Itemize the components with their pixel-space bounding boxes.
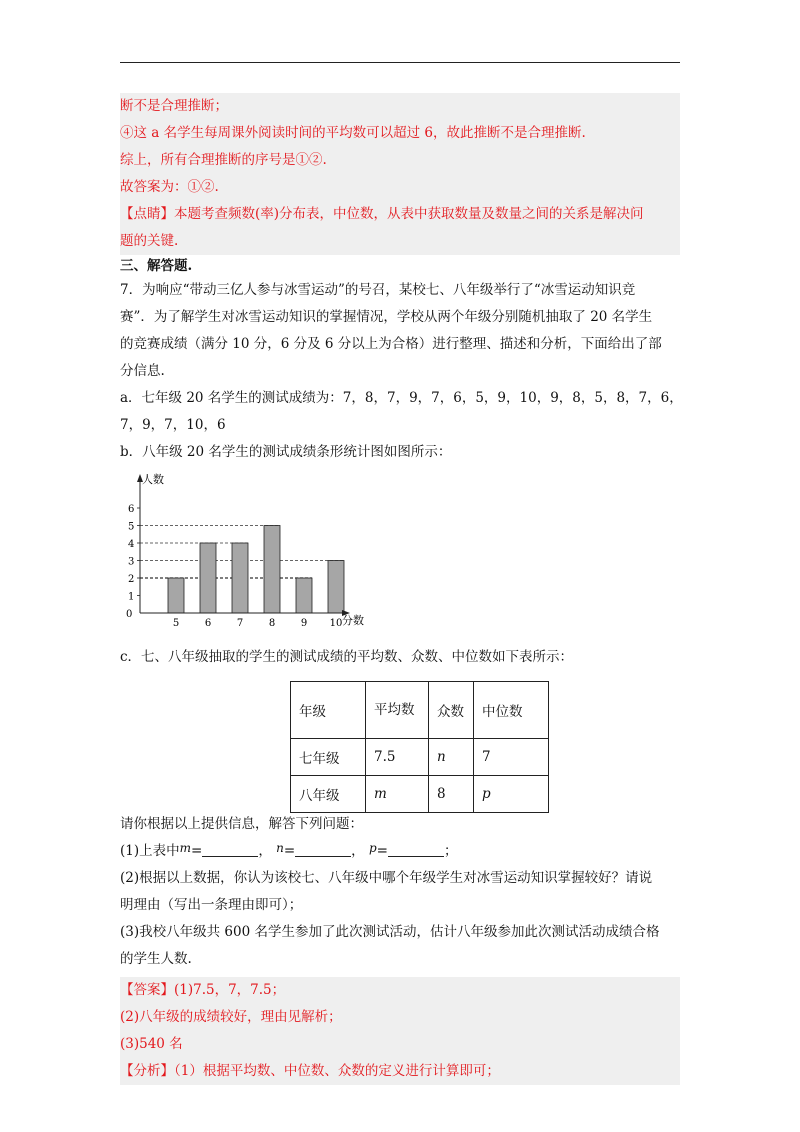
solution-line-4: 故答案为：①②. [120,179,219,195]
key-point-line-1: 【点睛】本题考查频数(率)分布表，中位数，从表中获取数量及数量之间的关系是解决问 [120,206,644,222]
answer-line-1: 【答案】(1)7.5，7，7.5； [120,982,286,998]
y-axis-label: 人数 [142,473,164,486]
solution-continued-block [120,93,680,255]
q1-var-n: n [276,841,284,855]
key-point-line-2: 题的关键. [120,233,179,249]
x-tick-label-10: 10 [329,618,343,629]
cell-grade8-mean: m [366,776,429,813]
cell-grade7-median: 7 [474,739,549,776]
q1-end: ； [443,843,458,859]
stem-line-4: 分信息. [120,363,165,379]
solution-line-1: 断不是合理推断； [120,98,228,114]
y-tick-label-3: 3 [128,556,135,568]
q1-eq-n: = [283,843,296,859]
q1-blank-n[interactable] [295,842,351,857]
q1-var-m: m [179,841,192,855]
stem-line-2: 赛”．为了解学生对冰雪运动知识的掌握情况，学校从两个年级分别随机抽取了 20 名学生 [120,309,653,325]
cell-grade8: 八年级 [291,776,366,813]
answer-block [120,977,680,1085]
question-2-line-1: (2)根据以上数据，你认为该校七、八年级中哪个年级学生对冰雪运动知识掌握较好？请说 [120,870,653,886]
chart-bar-10 [328,561,344,614]
q1-sep-1: ， [258,843,272,859]
answer-line-2: (2)八年级的成绩较好，理由见解析； [120,1009,342,1025]
x-axis-label: 分数 [342,614,364,627]
x-tick-label-5: 5 [172,618,180,629]
chart-bar-9 [296,578,312,613]
x-tick-label-9: 9 [300,618,308,629]
header-rule [120,62,680,63]
y-tick-label-6: 6 [128,504,135,515]
q1-sep-2: ， [351,843,365,859]
section-title: 三、解答题. [120,258,193,274]
info-a-line-2: 7，9，7，10，6 [120,417,226,433]
question-3-line-1: (3)我校八年级共 600 名学生参加了此次测试活动，估计八年级参加此次测试活动成绩合格 [120,924,660,940]
q1-blank-m[interactable] [202,842,258,857]
stem-line-1: 7．为响应“带动三亿人参与冰雪运动”的号召，某校七、八年级举行了“冰雪运动知识竞 [120,282,636,298]
problem-stem [120,277,683,466]
y-tick-label-5: 5 [128,521,135,533]
y-tick-label-0: 0 [126,609,133,620]
info-c-line: c．七、八年级抽取的学生的测试成绩的平均数、众数、中位数如下表所示： [120,649,574,665]
header-cell-mean: 平均数 [366,682,429,739]
stats-table [290,681,549,813]
header-cell-mode: 众数 [429,682,474,739]
cell-grade7-mean: 7.5 [366,739,429,776]
chart-bar-8 [264,526,280,614]
grade8-bar-chart [120,470,380,640]
chart-bar-5 [168,578,184,613]
ask-line: 请你根据以上提供信息，解答下列问题： [120,816,363,832]
cell-grade7-mode: n [429,739,474,776]
table-header-row [291,682,549,739]
header-cell-median: 中位数 [474,682,549,739]
question-3-line-2: 的学生人数. [120,951,192,967]
solution-line-2: ④这 a 名学生每周课外阅读时间的平均数可以超过 6，故此推断不是合理推断. [120,125,586,141]
answer-line-3: (3)540 名 [120,1036,183,1052]
cell-grade8-mode: 8 [429,776,474,813]
y-tick-label-2: 2 [128,574,135,585]
q1-eq-p: = [376,843,388,859]
analysis-line-1: 【分析】（1）根据平均数、中位数、众数的定义进行计算即可； [120,1063,500,1079]
page-content [120,93,683,1085]
info-a-line-1: a．七年级 20 名学生的测试成绩为：7，8，7，9，7，6，5，9，10，9，8，5，8，7，6， [120,390,683,406]
q1-prefix: (1)上表中 [120,843,180,859]
info-b-line: b．八年级 20 名学生的测试成绩条形统计图如图所示： [120,444,452,460]
stem-line-3: 的竞赛成绩（满分 10 分，6 分及 6 分以上为合格）进行整理、描述和分析，下面给出了部 [120,336,662,352]
cell-grade7: 七年级 [291,739,366,776]
cell-grade8-median: p [474,776,549,813]
header-cell-grade: 年级 [291,682,366,739]
chart-bar-6 [200,543,216,613]
q1-blank-p[interactable] [388,842,444,857]
q1-eq-m: = [191,843,203,859]
question-1 [120,835,680,865]
y-tick-label-1: 1 [128,591,135,603]
x-tick-label-6: 6 [204,618,212,629]
q1-var-p: p [368,841,377,855]
solution-line-3: 综上，所有合理推断的序号是①②. [120,152,327,168]
y-tick-label-4: 4 [128,539,135,550]
x-tick-label-7: 7 [236,618,244,629]
x-tick-label-8: 8 [268,618,276,629]
question-2-line-2: 明理由（写出一条理由即可）； [120,897,303,913]
table-row [291,776,549,813]
chart-bar-7 [232,543,248,613]
table-row [291,739,549,776]
chart-bars [168,526,344,614]
